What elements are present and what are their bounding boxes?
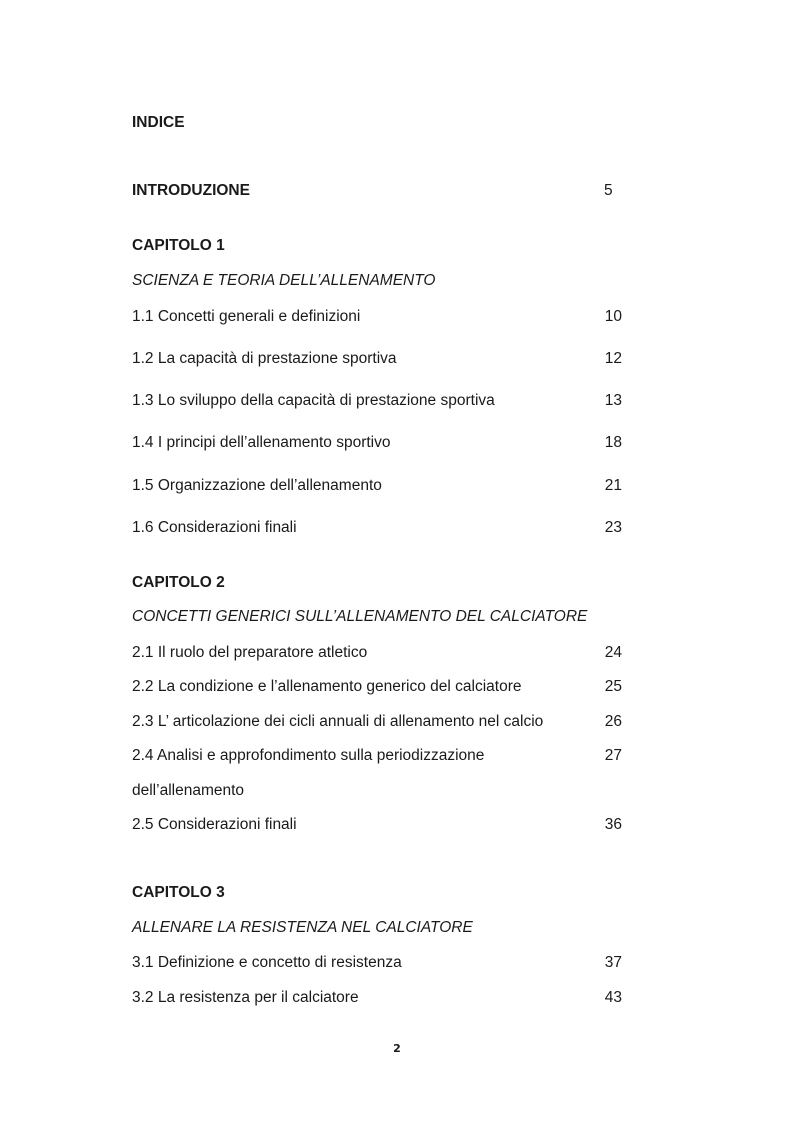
chapter-2-subtitle: CONCETTI GENERICI SULL’ALLENAMENTO DEL CALCIATORE bbox=[132, 608, 588, 625]
toc-entry-2-3-page: 26 bbox=[604, 713, 622, 730]
toc-entry-3-2: 3.2 La resistenza per il calciatore bbox=[132, 989, 359, 1006]
toc-entry-3-2-page: 43 bbox=[604, 989, 622, 1006]
toc-entry-1-6: 1.6 Considerazioni finali bbox=[132, 519, 297, 536]
toc-entry-1-3-page: 13 bbox=[604, 392, 622, 409]
toc-entry-2-2-page: 25 bbox=[604, 678, 622, 695]
toc-entry-1-2: 1.2 La capacità di prestazione sportiva bbox=[132, 350, 397, 367]
toc-entry-1-2-page: 12 bbox=[604, 350, 622, 367]
toc-entry-2-5-page: 36 bbox=[604, 816, 622, 833]
toc-intro-label: INTRODUZIONE bbox=[132, 182, 250, 199]
chapter-1-subtitle: SCIENZA E TEORIA DELL’ALLENAMENTO bbox=[132, 272, 436, 289]
chapter-1-heading: CAPITOLO 1 bbox=[132, 237, 225, 254]
chapter-3-subtitle: ALLENARE LA RESISTENZA NEL CALCIATORE bbox=[132, 919, 473, 936]
toc-entry-1-1-page: 10 bbox=[604, 308, 622, 325]
toc-entry-1-1: 1.1 Concetti generali e definizioni bbox=[132, 308, 361, 325]
toc-entry-1-6-page: 23 bbox=[604, 519, 622, 536]
toc-entry-1-5: 1.5 Organizzazione dell’allenamento bbox=[132, 477, 382, 494]
toc-entry-2-2: 2.2 La condizione e l’allenamento generico del calciatore bbox=[132, 678, 522, 695]
page-number: 2 bbox=[393, 1042, 401, 1055]
toc-entry-1-4-page: 18 bbox=[604, 434, 622, 451]
toc-entry-1-4: 1.4 I principi dell’allenamento sportivo bbox=[132, 434, 391, 451]
toc-entry-2-4: 2.4 Analisi e approfondimento sulla periodizzazione bbox=[132, 747, 485, 764]
toc-entry-3-1-page: 37 bbox=[604, 954, 622, 971]
toc-entry-1-5-page: 21 bbox=[604, 477, 622, 494]
toc-entry-2-4-page: 27 bbox=[604, 747, 622, 764]
chapter-3-heading: CAPITOLO 3 bbox=[132, 884, 225, 901]
toc-title: INDICE bbox=[132, 114, 185, 131]
chapter-2-heading: CAPITOLO 2 bbox=[132, 574, 225, 591]
toc-entry-2-4-continuation: dell’allenamento bbox=[132, 782, 245, 799]
toc-entry-3-1: 3.1 Definizione e concetto di resistenza bbox=[132, 954, 402, 971]
toc-entry-2-1: 2.1 Il ruolo del preparatore atletico bbox=[132, 644, 368, 661]
toc-entry-1-3: 1.3 Lo sviluppo della capacità di prestazione sportiva bbox=[132, 392, 495, 409]
toc-intro-page: 5 bbox=[604, 182, 613, 199]
toc-entry-2-1-page: 24 bbox=[604, 644, 622, 661]
toc-entry-2-3: 2.3 L’ articolazione dei cicli annuali di allenamento nel calcio bbox=[132, 713, 544, 730]
toc-entry-2-5: 2.5 Considerazioni finali bbox=[132, 816, 297, 833]
